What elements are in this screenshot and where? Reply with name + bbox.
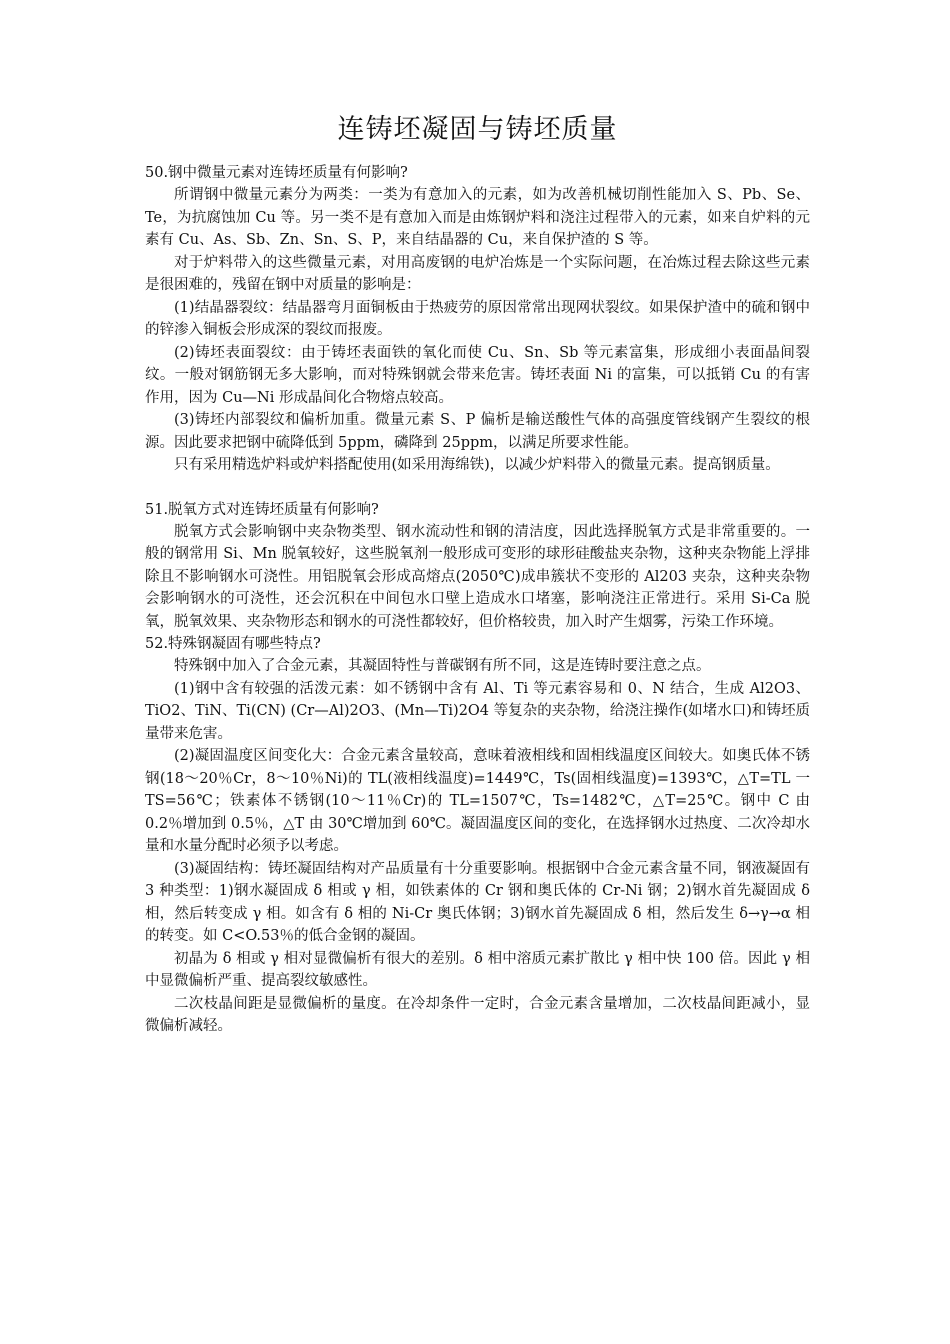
question-heading: 51.脱氧方式对连铸坯质量有何影响? [145,501,379,518]
paragraph: 二次枝晶间距是显微偏析的量度。在冷却条件一定时，合金元素含量增加，二次枝晶间距减小，显微偏析减轻。 [145,995,810,1034]
paragraph: (2)铸坯表面裂纹：由于铸坯表面铁的氧化而使 Cu、Sn、Sb 等元素富集，形成细小表面晶间裂纹。一般对钢筋钢无多大影响，而对特殊钢就会带来危害。铸坯表面 Ni 的富集，可以抵销 Cu 的有害作用，因为 Cu—Ni 形成晶间化合物熔点较高。 [145,344,810,406]
paragraph: 特殊钢中加入了合金元素，其凝固特性与普碳钢有所不同，这是连铸时要注意之点。 [174,658,711,674]
paragraph: 脱氧方式会影响钢中夹杂物类型、钢水流动性和钢的清洁度，因此选择脱氧方式是非常重要的。一般的钢常用 Si、Mn 脱氧较好，这些脱氧剂一般形成可变形的球形硅酸盐夹杂物，这种夹杂物能上浮排除且不影响钢水可浇性。用铝脱氧会形成高熔点(2050℃)成串簇状不变形的 Al203 夹杂，这种夹杂物会影响钢水的可浇性，还会沉积在中间包水口壁上造成水口堵塞，影响浇注正常进行。采用 Si-Ca 脱氧，脱氧效果、夹杂物形态和钢水的可浇性都较好，但价格较贵，加入时产生烟雾，污染工作环境。 [145,523,810,630]
section-50 [145,162,810,477]
paragraph: (3)铸坯内部裂纹和偏析加重。微量元素 S、P 偏析是输送酸性气体的高强度管线钢产生裂纹的根源。因此要求把钢中硫降低到 5ppm，磷降到 25ppm，以满足所要求性能。 [145,412,810,451]
question-heading: 50.钢中微量元素对连铸坯质量有何影响? [145,165,408,181]
paragraph: (2)凝固温度区间变化大：合金元素含量较高，意味着液相线和固相线温度区间较大。如奥氏体不锈钢(18～20％Cr，8～10％Ni)的 TL(液相线温度)=1449℃，Ts(固相线温度)=1393℃，△T=TL 一 TS=56℃；铁素体不锈钢(10～11％Cr)的 TL=1507℃，Ts=1482℃，△T=25℃。钢中 C 由 0.2％增加到 0.5％，△T 由 30℃增加到 60℃。凝固温度区间的变化，在选择钢水过热度、二次冷却水量和水量分配时必须予以考虑。 [145,748,810,854]
section-52 [145,633,810,1038]
document-page [145,110,810,1038]
paragraph: 只有采用精选炉料或炉料搭配使用(如采用海绵铁)，以减少炉料带入的微量元素。提高钢质量。 [174,457,780,473]
paragraph: 对于炉料带入的这些微量元素，对用高废钢的电炉冶炼是一个实际问题，在冶炼过程去除这些元素是很困难的，残留在钢中对质量的影响是： [145,254,810,293]
paragraph: (3)凝固结构：铸坯凝固结构对产品质量有十分重要影响。根据钢中合金元素含量不同，钢液凝固有 3 种类型：1)钢水凝固成 δ 相或 γ 相，如铁素体的 Cr 钢和奥氏体的 Cr-Ni 钢；2)钢水首先凝固成 δ 相，然后转变成 γ 相。如含有 δ 相的 Ni-Cr 奥氏体钢；3)钢水首先凝固成 δ 相，然后发生 δ→γ→α 相的转变。如 C<O.53％的低合金钢的凝固。 [145,860,810,944]
section-51 [145,499,810,634]
section-spacer [145,477,810,499]
paragraph: 初晶为 δ 相或 γ 相对显微偏析有很大的差别。δ 相中溶质元素扩散比 γ 相中快 100 倍。因此 γ 相中显微偏析严重、提高裂纹敏感性。 [145,950,810,989]
paragraph: (1)结晶器裂纹：结晶器弯月面铜板由于热疲劳的原因常常出现网状裂纹。如果保护渣中的硫和钢中的锌渗入铜板会形成深的裂纹而报废。 [145,299,810,338]
paragraph: 所谓钢中微量元素分为两类：一类为有意加入的元素，如为改善机械切削性能加入 S、Pb、Se、Te，为抗腐蚀加 Cu 等。另一类不是有意加入而是由炼钢炉料和浇注过程带入的元素，如来自炉料的元素有 Cu、As、Sb、Zn、Sn、S、P，来自结晶器的 Cu，来自保护渣的 S 等。 [145,187,810,248]
page-title: 连铸坯凝固与铸坯质量 [337,114,618,145]
question-heading: 52.特殊钢凝固有哪些特点? [145,636,321,652]
paragraph: (1)钢中含有较强的活泼元素：如不锈钢中含有 Al、Ti 等元素容易和 0、N 结合，生成 Al2O3、TiO2、TiN、Ti(CN) (Cr—Al)2O3、(Mn—Ti)2O4 等复杂的夹杂物，给浇注操作(如堵水口)和铸坯质量带来危害。 [145,680,810,742]
